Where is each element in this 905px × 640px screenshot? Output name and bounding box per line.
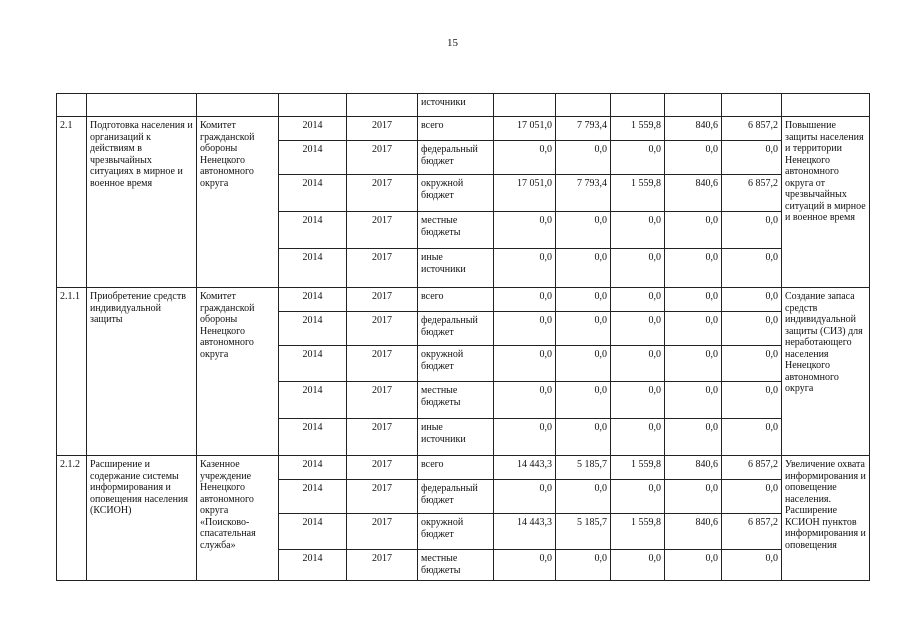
year-2015-cell: 0,0 [611, 382, 665, 419]
year-2014-cell: 0,0 [556, 382, 611, 419]
section-name: Подготовка населения и организаций к действиям в чрезвычайных ситуациях в мирное и военное время [87, 117, 197, 288]
source-cell: окружной бюджет [418, 175, 494, 212]
start-year-cell: 2014 [279, 514, 347, 550]
total-cell: 0,0 [494, 346, 556, 382]
year-2015-cell: 0,0 [611, 480, 665, 514]
start-year-cell: 2014 [279, 212, 347, 249]
year-2015-cell: 1 559,8 [611, 117, 665, 141]
total-cell: 0,0 [494, 312, 556, 346]
section-result: Увеличение охвата информирования и оповещение населения. Расширение КСИОН пунктов информирования и оповещения [782, 456, 870, 581]
year-2014-cell: 0,0 [556, 249, 611, 288]
source-cell: иные источники [418, 249, 494, 288]
year-2015-cell: 0,0 [611, 249, 665, 288]
year-2015-cell: 0,0 [611, 212, 665, 249]
year-2014-cell: 0,0 [556, 312, 611, 346]
page-number: 15 [447, 37, 458, 49]
total-cell: 0,0 [494, 212, 556, 249]
table-row [57, 456, 870, 480]
source-cell: всего [418, 288, 494, 312]
end-year-cell: 2017 [347, 141, 418, 175]
source-cell: источники [418, 94, 494, 117]
year-2017-cell: 0,0 [722, 382, 782, 419]
end-year-cell: 2017 [347, 456, 418, 480]
year-2017-cell: 0,0 [722, 141, 782, 175]
year-2016-cell: 0,0 [665, 480, 722, 514]
source-cell: местные бюджеты [418, 382, 494, 419]
year-2016-cell: 0,0 [665, 312, 722, 346]
source-cell: местные бюджеты [418, 550, 494, 581]
year-2017-cell: 6 857,2 [722, 175, 782, 212]
start-year-cell: 2014 [279, 456, 347, 480]
start-year-cell: 2014 [279, 117, 347, 141]
year-2015-cell: 0,0 [611, 550, 665, 581]
year-2016-cell: 840,6 [665, 456, 722, 480]
year-2014-cell: 0,0 [556, 288, 611, 312]
year-2015-cell: 1 559,8 [611, 175, 665, 212]
year-2017-cell: 0,0 [722, 550, 782, 581]
start-year-cell: 2014 [279, 249, 347, 288]
year-2017-cell: 0,0 [722, 288, 782, 312]
source-cell: федеральный бюджет [418, 141, 494, 175]
source-cell: окружной бюджет [418, 514, 494, 550]
total-cell: 14 443,3 [494, 514, 556, 550]
year-2014-cell: 0,0 [556, 480, 611, 514]
table-row [57, 94, 870, 117]
total-cell: 0,0 [494, 419, 556, 456]
start-year-cell: 2014 [279, 382, 347, 419]
total-cell: 17 051,0 [494, 117, 556, 141]
year-2015-cell: 0,0 [611, 346, 665, 382]
end-year-cell: 2017 [347, 212, 418, 249]
year-2014-cell: 0,0 [556, 346, 611, 382]
year-2016-cell: 840,6 [665, 117, 722, 141]
year-2017-cell: 0,0 [722, 312, 782, 346]
end-year-cell: 2017 [347, 288, 418, 312]
total-cell: 0,0 [494, 141, 556, 175]
start-year-cell: 2014 [279, 550, 347, 581]
section-name: Приобретение средств индивидуальной защиты [87, 288, 197, 456]
end-year-cell: 2017 [347, 117, 418, 141]
end-year-cell: 2017 [347, 312, 418, 346]
section-executor: Комитет гражданской обороны Ненецкого автономного округа [197, 117, 279, 288]
year-2017-cell: 6 857,2 [722, 117, 782, 141]
year-2017-cell: 0,0 [722, 249, 782, 288]
source-cell: всего [418, 456, 494, 480]
year-2016-cell: 0,0 [665, 550, 722, 581]
source-cell: иные источники [418, 419, 494, 456]
year-2015-cell: 1 559,8 [611, 456, 665, 480]
year-2014-cell: 5 185,7 [556, 514, 611, 550]
year-2016-cell: 0,0 [665, 346, 722, 382]
end-year-cell: 2017 [347, 550, 418, 581]
year-2017-cell: 0,0 [722, 346, 782, 382]
year-2014-cell: 5 185,7 [556, 456, 611, 480]
year-2015-cell: 0,0 [611, 419, 665, 456]
start-year-cell: 2014 [279, 419, 347, 456]
year-2015-cell: 0,0 [611, 288, 665, 312]
source-cell: федеральный бюджет [418, 312, 494, 346]
year-2017-cell: 0,0 [722, 480, 782, 514]
source-cell: всего [418, 117, 494, 141]
end-year-cell: 2017 [347, 175, 418, 212]
source-cell: федеральный бюджет [418, 480, 494, 514]
year-2017-cell: 6 857,2 [722, 514, 782, 550]
end-year-cell: 2017 [347, 419, 418, 456]
year-2016-cell: 0,0 [665, 141, 722, 175]
year-2017-cell: 6 857,2 [722, 456, 782, 480]
end-year-cell: 2017 [347, 480, 418, 514]
year-2015-cell: 0,0 [611, 312, 665, 346]
total-cell: 17 051,0 [494, 175, 556, 212]
table-row [57, 288, 870, 312]
total-cell: 0,0 [494, 288, 556, 312]
year-2016-cell: 0,0 [665, 382, 722, 419]
total-cell: 14 443,3 [494, 456, 556, 480]
start-year-cell: 2014 [279, 312, 347, 346]
section-result: Повышение защиты населения и территории Ненецкого автономного округа от чрезвычайных ситуаций в мирное и военное время [782, 117, 870, 288]
year-2014-cell: 0,0 [556, 419, 611, 456]
year-2016-cell: 840,6 [665, 514, 722, 550]
year-2016-cell: 0,0 [665, 288, 722, 312]
year-2014-cell: 0,0 [556, 550, 611, 581]
year-2014-cell: 7 793,4 [556, 117, 611, 141]
year-2014-cell: 7 793,4 [556, 175, 611, 212]
budget-table [56, 93, 870, 581]
year-2017-cell: 0,0 [722, 212, 782, 249]
year-2014-cell: 0,0 [556, 212, 611, 249]
year-2015-cell: 0,0 [611, 141, 665, 175]
section-code: 2.1 [57, 117, 87, 288]
section-name: Расширение и содержание системы информирования и оповещения населения (КСИОН) [87, 456, 197, 581]
end-year-cell: 2017 [347, 382, 418, 419]
total-cell: 0,0 [494, 480, 556, 514]
source-cell: местные бюджеты [418, 212, 494, 249]
section-executor: Казенное учреждение Ненецкого автономного округа «Поисково-спасательная служба» [197, 456, 279, 581]
end-year-cell: 2017 [347, 249, 418, 288]
total-cell: 0,0 [494, 382, 556, 419]
year-2016-cell: 840,6 [665, 175, 722, 212]
end-year-cell: 2017 [347, 514, 418, 550]
year-2016-cell: 0,0 [665, 249, 722, 288]
year-2016-cell: 0,0 [665, 419, 722, 456]
section-code: 2.1.2 [57, 456, 87, 581]
table-row [57, 117, 870, 141]
start-year-cell: 2014 [279, 175, 347, 212]
source-cell: окружной бюджет [418, 346, 494, 382]
end-year-cell: 2017 [347, 346, 418, 382]
section-result: Создание запаса средств индивидуальной защиты (СИЗ) для неработающего населения Ненецкого автономного округа [782, 288, 870, 456]
section-executor: Комитет гражданской обороны Ненецкого автономного округа [197, 288, 279, 456]
total-cell: 0,0 [494, 550, 556, 581]
year-2014-cell: 0,0 [556, 141, 611, 175]
year-2017-cell: 0,0 [722, 419, 782, 456]
start-year-cell: 2014 [279, 346, 347, 382]
year-2015-cell: 1 559,8 [611, 514, 665, 550]
section-code: 2.1.1 [57, 288, 87, 456]
start-year-cell: 2014 [279, 480, 347, 514]
start-year-cell: 2014 [279, 288, 347, 312]
start-year-cell: 2014 [279, 141, 347, 175]
total-cell: 0,0 [494, 249, 556, 288]
year-2016-cell: 0,0 [665, 212, 722, 249]
